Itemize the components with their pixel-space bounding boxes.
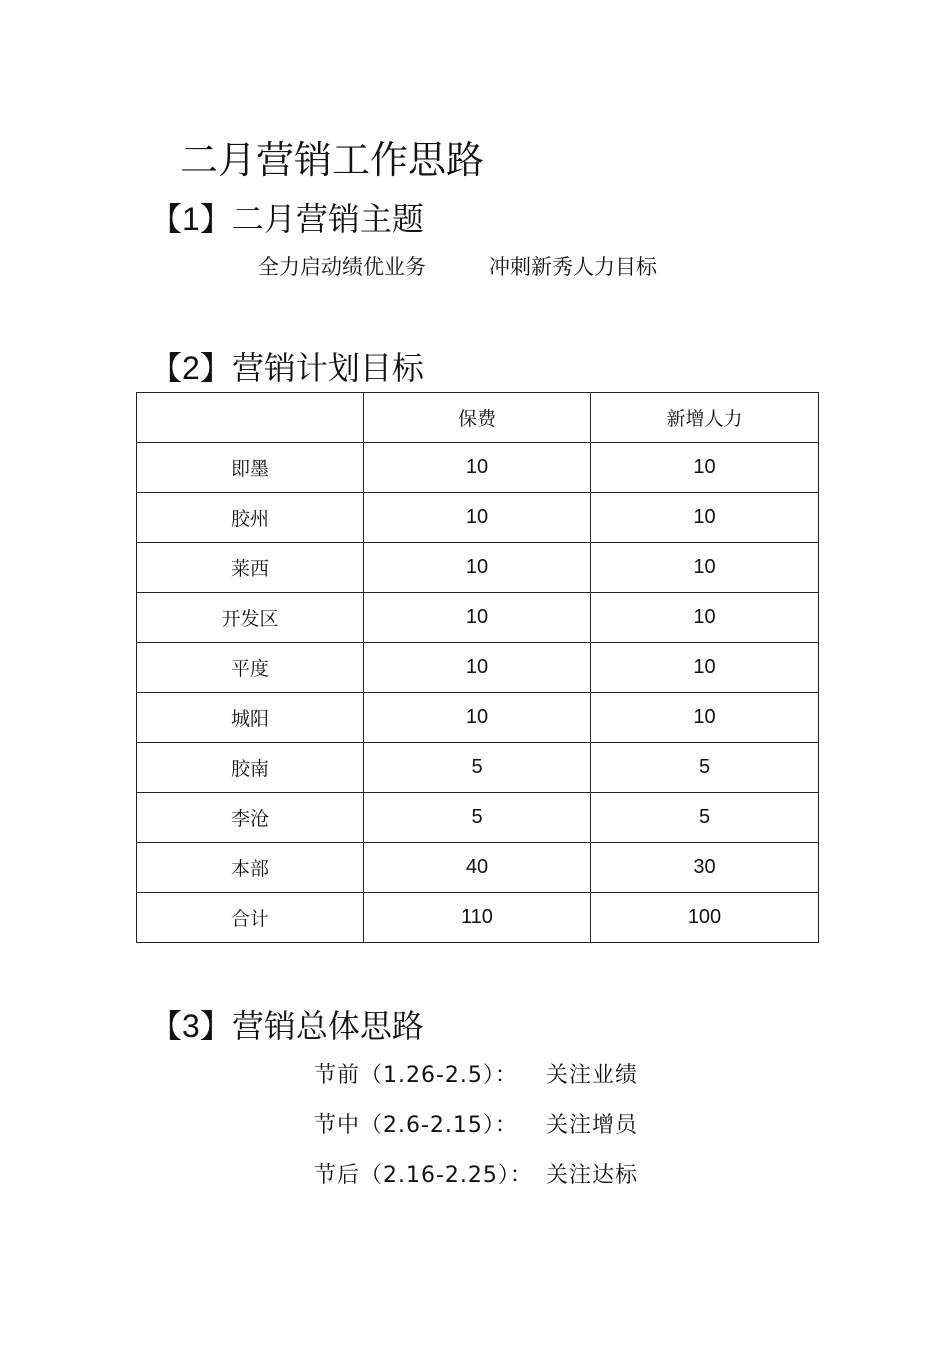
table-row <box>137 843 819 893</box>
table-row <box>137 693 819 743</box>
premium-cell: 40 <box>364 843 591 893</box>
premium-cell: 10 <box>364 543 591 593</box>
new-staff-cell: 10 <box>591 593 819 643</box>
section-1-title: 二月营销主题 <box>231 200 424 238</box>
section-2-title: 营销计划目标 <box>231 349 424 387</box>
section-3-heading <box>150 1005 424 1047</box>
header-cell-new-staff: 新增人力 <box>591 393 819 443</box>
phase-line-during-festival <box>314 1111 638 1141</box>
region-cell: 胶南 <box>137 743 364 793</box>
new-staff-cell: 10 <box>591 543 819 593</box>
premium-cell: 5 <box>364 743 591 793</box>
region-cell: 李沧 <box>137 793 364 843</box>
region-cell: 城阳 <box>137 693 364 743</box>
premium-cell: 10 <box>364 493 591 543</box>
table-row <box>137 743 819 793</box>
header-cell-premium: 保费 <box>364 393 591 443</box>
region-cell: 莱西 <box>137 543 364 593</box>
table-row <box>137 493 819 543</box>
premium-cell: 10 <box>364 643 591 693</box>
region-cell: 开发区 <box>137 593 364 643</box>
new-staff-total-cell: 100 <box>591 893 819 943</box>
header-cell-region <box>137 393 364 443</box>
document-title: 二月营销工作思路 <box>180 138 485 182</box>
region-cell: 平度 <box>137 643 364 693</box>
section-3-title: 营销总体思路 <box>231 1007 424 1045</box>
theme-slogan-2: 冲刺新秀人力目标 <box>489 255 657 279</box>
phase-label: 节后（2.16-2.25）： <box>314 1163 533 1188</box>
phase-focus: 关注业绩 <box>546 1063 639 1088</box>
region-cell: 合计 <box>137 893 364 943</box>
table-row <box>137 643 819 693</box>
table-row <box>137 793 819 843</box>
new-staff-cell: 30 <box>591 843 819 893</box>
new-staff-cell: 10 <box>591 643 819 693</box>
section-3-number: 【3】 <box>150 1008 232 1044</box>
section-1-number: 【1】 <box>150 201 232 237</box>
table-row <box>137 443 819 493</box>
new-staff-cell: 5 <box>591 743 819 793</box>
table-row <box>137 543 819 593</box>
phase-label: 节中（2.6-2.15）： <box>314 1113 518 1138</box>
premium-cell: 5 <box>364 793 591 843</box>
new-staff-cell: 10 <box>591 443 819 493</box>
premium-total-cell: 110 <box>364 893 591 943</box>
premium-cell: 10 <box>364 593 591 643</box>
table-row <box>137 593 819 643</box>
premium-cell: 10 <box>364 693 591 743</box>
phase-label: 节前（1.26-2.5）： <box>314 1063 518 1088</box>
region-cell: 即墨 <box>137 443 364 493</box>
region-cell: 本部 <box>137 843 364 893</box>
phase-focus: 关注达标 <box>546 1163 639 1188</box>
phase-line-before-festival <box>314 1061 638 1091</box>
table-header-row <box>137 393 819 443</box>
new-staff-cell: 10 <box>591 493 819 543</box>
phase-line-after-festival <box>314 1161 638 1191</box>
theme-slogan-1: 全力启动绩优业务 <box>258 255 426 279</box>
plan-target-table <box>136 392 819 943</box>
phase-focus: 关注增员 <box>546 1113 639 1138</box>
region-cell: 胶州 <box>137 493 364 543</box>
table-total-row <box>137 893 819 943</box>
section-1-heading <box>150 198 424 240</box>
new-staff-cell: 5 <box>591 793 819 843</box>
new-staff-cell: 10 <box>591 693 819 743</box>
premium-cell: 10 <box>364 443 591 493</box>
section-2-heading <box>150 347 424 389</box>
section-2-number: 【2】 <box>150 350 232 386</box>
